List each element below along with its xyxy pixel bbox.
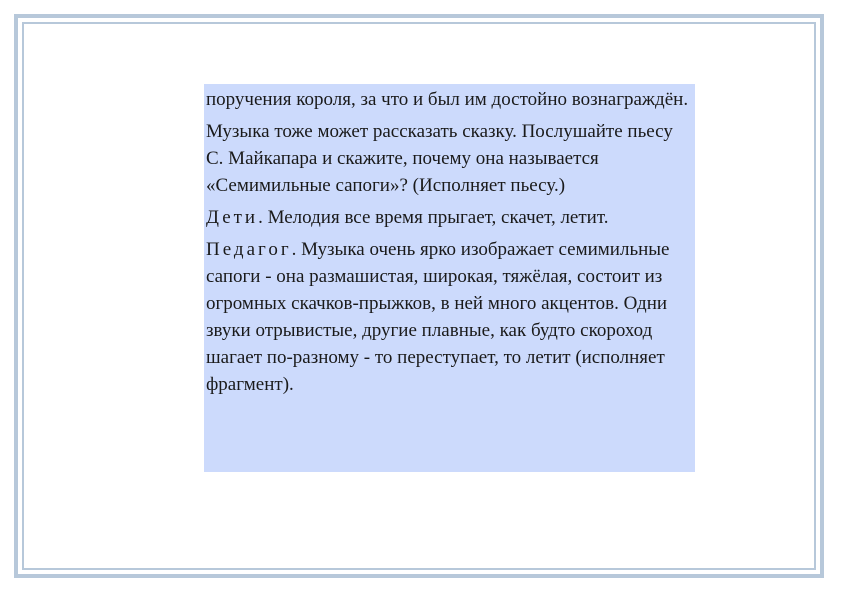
text-box (204, 84, 695, 472)
paragraph-2 (206, 118, 693, 199)
paragraph-3 (206, 204, 693, 231)
speaker-label: Дети (206, 207, 259, 228)
paragraph-text: поручения короля, за что и был им достойно вознаграждён. (206, 89, 689, 110)
paragraph-text: . Музыка очень ярко изображает семимильные сапоги - она размашистая, широкая, тяжёлая, состоит из огромных скачков-прыжков, в ней много акцентов. Одни звуки отрывистые, другие плавные, как будто скороход шагает по-разному - то переступает, то летит (исполняет фрагмент). (206, 239, 670, 395)
speaker-label: Педагог (206, 239, 292, 260)
paragraph-text: Музыка тоже может рассказать сказку. Послушайте пьесу С. Майкапара и скажите, почему она называется «Семимильные сапоги»? (Исполняет пьесу.) (206, 121, 673, 196)
paragraph-text: . Мелодия все время прыгает, скачет, летит. (258, 207, 609, 228)
paragraph-1 (206, 86, 693, 113)
paragraph-4 (206, 236, 693, 398)
